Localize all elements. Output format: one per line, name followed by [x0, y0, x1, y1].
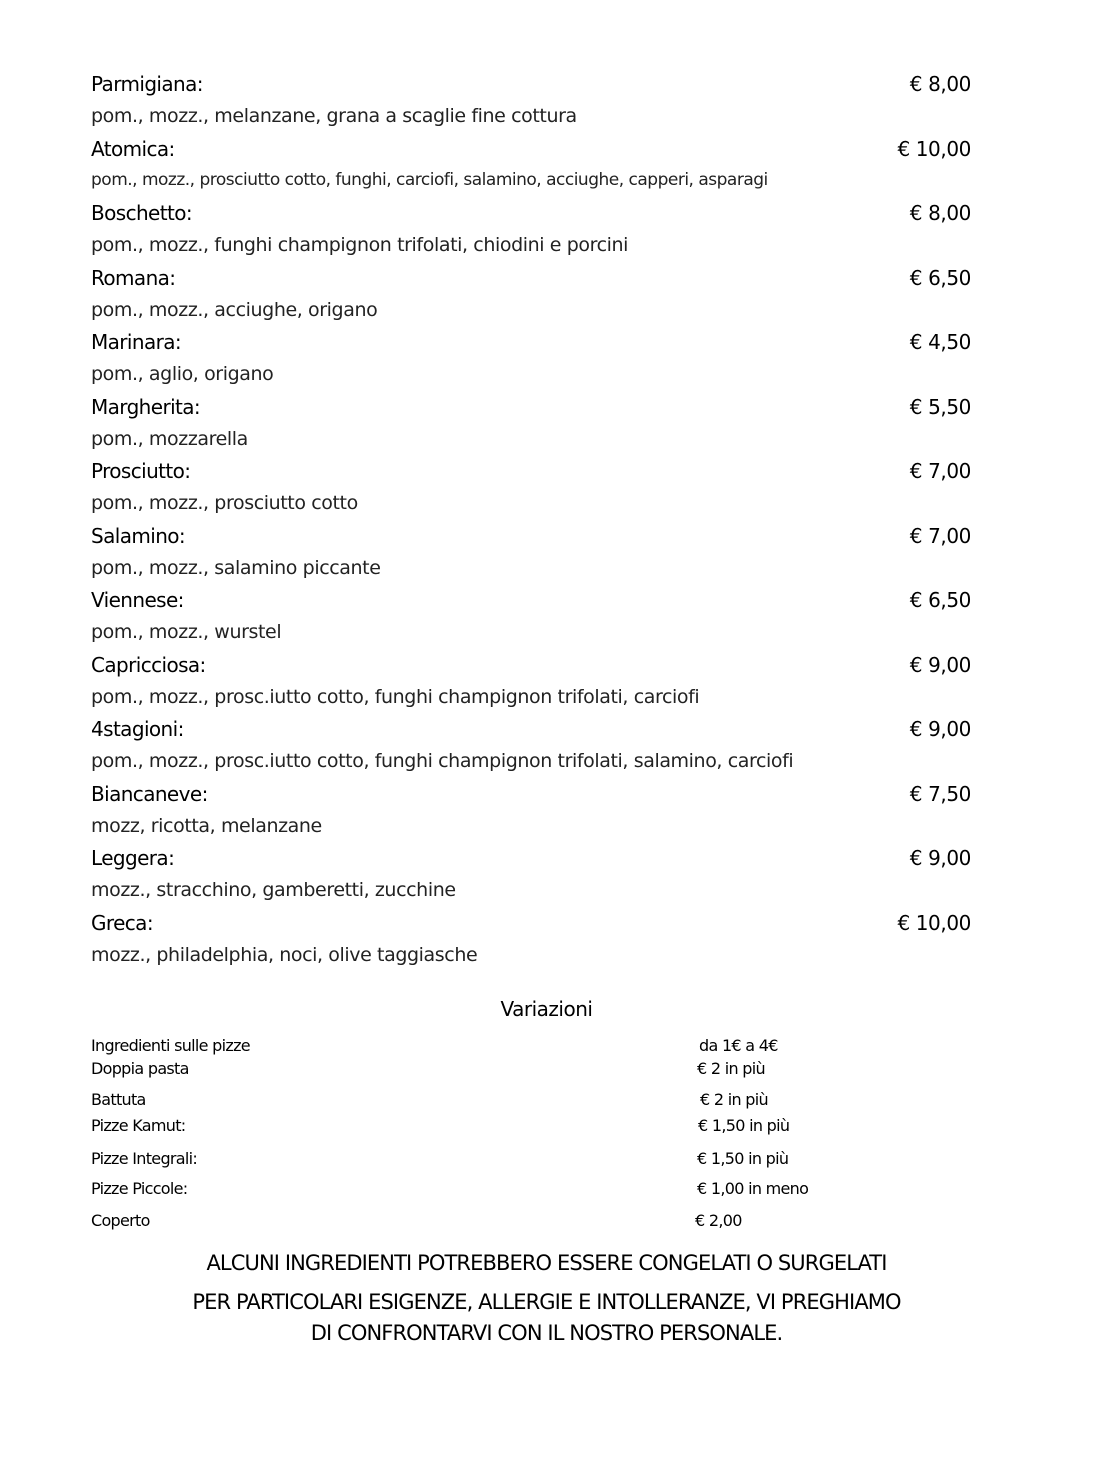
variazioni-row: [91, 1211, 851, 1237]
menu-item: [91, 782, 971, 847]
item-price: € 10,00: [897, 136, 971, 161]
variazioni-row: [91, 1149, 851, 1179]
item-price: € 10,00: [897, 910, 971, 935]
item-description: pom., mozz., acciughe, origano: [91, 298, 378, 321]
item-description: pom., aglio, origano: [91, 363, 274, 385]
item-price: € 7,00: [909, 459, 971, 483]
item-name: Margherita:: [91, 394, 201, 419]
item-description: pom., mozz., funghi champignon trifolati, chiodini e porcini: [91, 234, 629, 256]
item-name: Marinara:: [91, 330, 182, 354]
item-name: Atomica:: [91, 136, 175, 161]
item-description: pom., mozz., prosc.iutto cotto, funghi champignon trifolati, salamino, carciofi: [91, 750, 794, 772]
menu-item: [91, 524, 971, 589]
menu-item: [91, 137, 971, 202]
menu-item: [91, 201, 971, 266]
variazioni-row: [91, 1059, 851, 1090]
item-name: Capricciosa:: [91, 652, 206, 677]
item-name: Leggera:: [91, 846, 175, 870]
variazioni-label: Coperto: [91, 1211, 150, 1230]
notice-line-3: DI CONFRONTARVI CON IL NOSTRO PERSONALE.: [310, 1321, 783, 1345]
item-price: € 9,00: [909, 846, 971, 870]
variazioni-label: Doppia pasta: [91, 1059, 189, 1078]
item-price: € 5,50: [909, 394, 971, 419]
variazioni-value: € 1,50 in più: [697, 1149, 789, 1168]
variazioni-value: € 1,50 in più: [698, 1116, 790, 1135]
menu-item: [91, 846, 971, 911]
item-name: Parmigiana:: [91, 72, 203, 96]
variazioni-row: [91, 1036, 851, 1059]
item-description: mozz, ricotta, melanzane: [91, 814, 322, 837]
item-name: Prosciutto:: [91, 459, 191, 483]
menu-item: [91, 588, 971, 653]
pizza-menu-list: [91, 72, 971, 975]
variazioni-label: Pizze Kamut:: [91, 1116, 186, 1135]
item-price: € 7,50: [909, 781, 971, 806]
item-description: mozz., philadelphia, noci, olive taggiasche: [91, 943, 478, 966]
item-name: 4stagioni:: [91, 717, 184, 741]
variazioni-heading: Variazioni: [500, 997, 593, 1021]
variazioni-value: € 2 in più: [700, 1090, 768, 1109]
variazioni-table: [91, 1036, 851, 1237]
variazioni-row: [91, 1116, 851, 1149]
menu-item: [91, 459, 971, 524]
item-description: pom., mozz., salamino piccante: [91, 556, 381, 579]
menu-item: [91, 266, 971, 331]
item-price: € 4,50: [909, 330, 971, 354]
notice-line-2: PER PARTICOLARI ESIGENZE, ALLERGIE E INTOLLERANZE, VI PREGHIAMO: [192, 1290, 901, 1314]
notice-line-1: ALCUNI INGREDIENTI POTREBBERO ESSERE CONGELATI O SURGELATI: [206, 1251, 887, 1275]
menu-item: [91, 911, 971, 976]
item-name: Salamino:: [91, 523, 186, 548]
item-description: mozz., stracchino, gamberetti, zucchine: [91, 879, 456, 901]
variazioni-label: Battuta: [91, 1090, 146, 1109]
menu-item: [91, 395, 971, 460]
variazioni-label: Pizze Integrali:: [91, 1149, 198, 1168]
item-description: pom., mozz., prosc.iutto cotto, funghi champignon trifolati, carciofi: [91, 685, 700, 708]
item-price: € 6,50: [909, 588, 971, 612]
item-description: pom., mozz., prosciutto cotto, funghi, carciofi, salamino, acciughe, capperi, asparagi: [91, 169, 768, 190]
item-price: € 8,00: [909, 201, 971, 225]
variazioni-value: da 1€ a 4€: [699, 1036, 778, 1055]
item-description: pom., mozz., prosciutto cotto: [91, 492, 358, 514]
item-name: Boschetto:: [91, 201, 193, 225]
variazioni-label: Ingredienti sulle pizze: [91, 1036, 250, 1055]
item-description: pom., mozz., wurstel: [91, 621, 282, 643]
variazioni-row: [91, 1179, 851, 1211]
item-price: € 6,50: [909, 265, 971, 290]
allergen-notice: [0, 1245, 1093, 1352]
variazioni-row: [91, 1090, 851, 1116]
item-price: € 7,00: [909, 523, 971, 548]
item-name: Greca:: [91, 910, 153, 935]
variazioni-value: € 2,00: [695, 1211, 742, 1230]
variazioni-label: Pizze Piccole:: [91, 1179, 188, 1198]
item-price: € 9,00: [909, 652, 971, 677]
menu-item: [91, 717, 971, 782]
item-name: Biancaneve:: [91, 781, 208, 806]
item-name: Romana:: [91, 265, 176, 290]
menu-item: [91, 72, 971, 137]
item-name: Viennese:: [91, 588, 184, 612]
variazioni-value: € 2 in più: [697, 1059, 765, 1078]
item-price: € 9,00: [909, 717, 971, 741]
item-price: € 8,00: [909, 72, 971, 96]
item-description: pom., mozz., melanzane, grana a scaglie fine cottura: [91, 105, 577, 127]
item-description: pom., mozzarella: [91, 427, 248, 450]
menu-item: [91, 653, 971, 718]
variazioni-value: € 1,00 in meno: [697, 1179, 809, 1198]
menu-item: [91, 330, 971, 395]
